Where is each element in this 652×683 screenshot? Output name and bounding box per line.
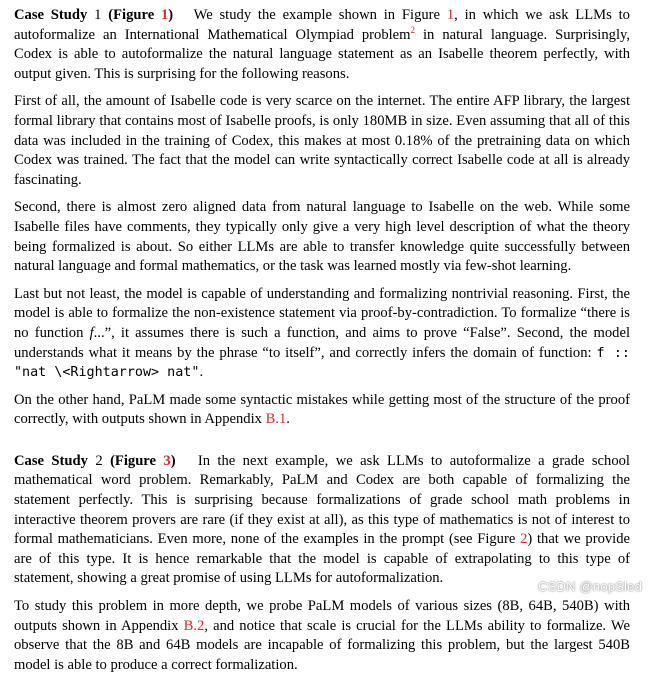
case-study-1-text-a: We study the example shown in Figure [193,7,447,23]
scale-paragraph [14,597,630,675]
case-study-2-label: Case Study [14,452,88,469]
case-study-1-figure-close: ) [168,7,174,23]
scarcity-text-a: First of all, the amount of Isabelle code is very scarce on the internet. The entire AFP library, the largest formal library that contains most of Isabelle proofs, is only 180MB in size. Even assuming that all of this data was included in the training of Codex, this makes at most [14,93,630,149]
scale-text-b: , and notice that scale is crucial for the LLMs ability to formalize. We observe that the 8B and 64B models are incapable of formalizing this problem, but the largest 540B model is able to produce a correct formalization. [14,617,630,673]
reasoning-paragraph [14,285,630,383]
figure-3-link[interactable]: 3 [163,452,171,469]
palm-paragraph [14,391,630,430]
scarcity-paragraph [14,92,630,190]
function-symbol: f [89,324,94,341]
scale-text-a: To study this problem in more depth, we probe PaLM models of various sizes (8B, 64B, 540B) with outputs shown in Appendix [14,598,630,634]
case-study-2-number: 2 [95,452,103,469]
appendix-b2-link[interactable]: B.2 [183,617,205,634]
case-study-2-text-a: In the next example, we ask LLMs to autoformalize a grade school mathematical word problem. Remarkably, PaLM and Codex are both capable of formalizing the statement perfectly. This is surprising because formalizations of grade school math problems in interactive theorem provers are rare (if they exist at all), as this type of mathematics is not of interest to formal mathematicians. Even more, none of the examples in the prompt (see Figure [14,452,630,548]
figure-1-inline-link[interactable]: 1 [446,7,455,23]
case-study-1-label: Case Study [14,7,88,23]
case-study-1-figure-open: (Figure [108,7,161,23]
case-study-1-number: 1 [94,7,102,23]
case-study-2-figure-close: ) [170,452,176,469]
appendix-b1-link[interactable]: B.1 [265,411,287,428]
csdn-watermark: CSDN @nopSled [538,579,642,594]
isabelle-code-snippet: f :: "nat \<Rightarrow> nat" [14,345,630,381]
case-study-1-text-b: , in which we ask LLMs to autoformalize an International Mathematical Olympiad problem [14,7,630,43]
palm-text-b: . [286,411,290,428]
reasoning-text-a: Last but not least, the model is capable of understanding and formalizing nontrivial reasoning. First, the model is able to formalize the non-existence statement via proof-by-contradiction. To formalize “there is no function [14,285,630,341]
figure-1-link[interactable]: 1 [160,7,169,23]
case-study-1-text-c: in natural language. Surprisingly, Codex is able to autoformalize the natural language statement as an Isabelle theorem perfectly, with output given. This is surprising for the following reasons. [14,26,630,82]
scarcity-text-b: of the pretraining data on which Codex was trained. The fact that the model can write syntactically correct Isabelle code at all is already fascinating. [14,132,631,188]
aligned-data-paragraph: Second, there is almost zero aligned data from natural language to Isabelle on the web. While some Isabelle files have comments, they typically only give a very high level description of what the theory being formalized is about. So either LLMs are able to transfer knowledge quite successfully between natural language and formal mathematics, or the task was learned mostly via few-shot learning. [14,199,630,275]
reasoning-text-c: . [199,364,204,381]
scarcity-percentage: 0.18% [394,132,433,149]
palm-text-a: On the other hand, PaLM made some syntactic mistakes while getting most of the structure of the proof correctly, with outputs shown in Appendix [14,391,630,428]
case-study-2-figure-open: (Figure [110,452,164,469]
case-study-2-text-b: ) that we provide are of this type. It is hence remarkable that the model is capable of extrapolating to this type of statement, showing a great promise of using LLMs for autoformalization. [14,531,630,587]
case-study-1-paragraph [14,6,630,84]
figure-2-link[interactable]: 2 [520,531,528,548]
footnote-2-link[interactable]: 2 [410,24,416,35]
case-study-2-paragraph [14,452,630,589]
reasoning-text-b: ...”, it assumes there is such a function, and aims to prove “False”. Second, the model understands what it means by the phrase “to itself”, and correctly infers the domain of function: [14,324,630,361]
